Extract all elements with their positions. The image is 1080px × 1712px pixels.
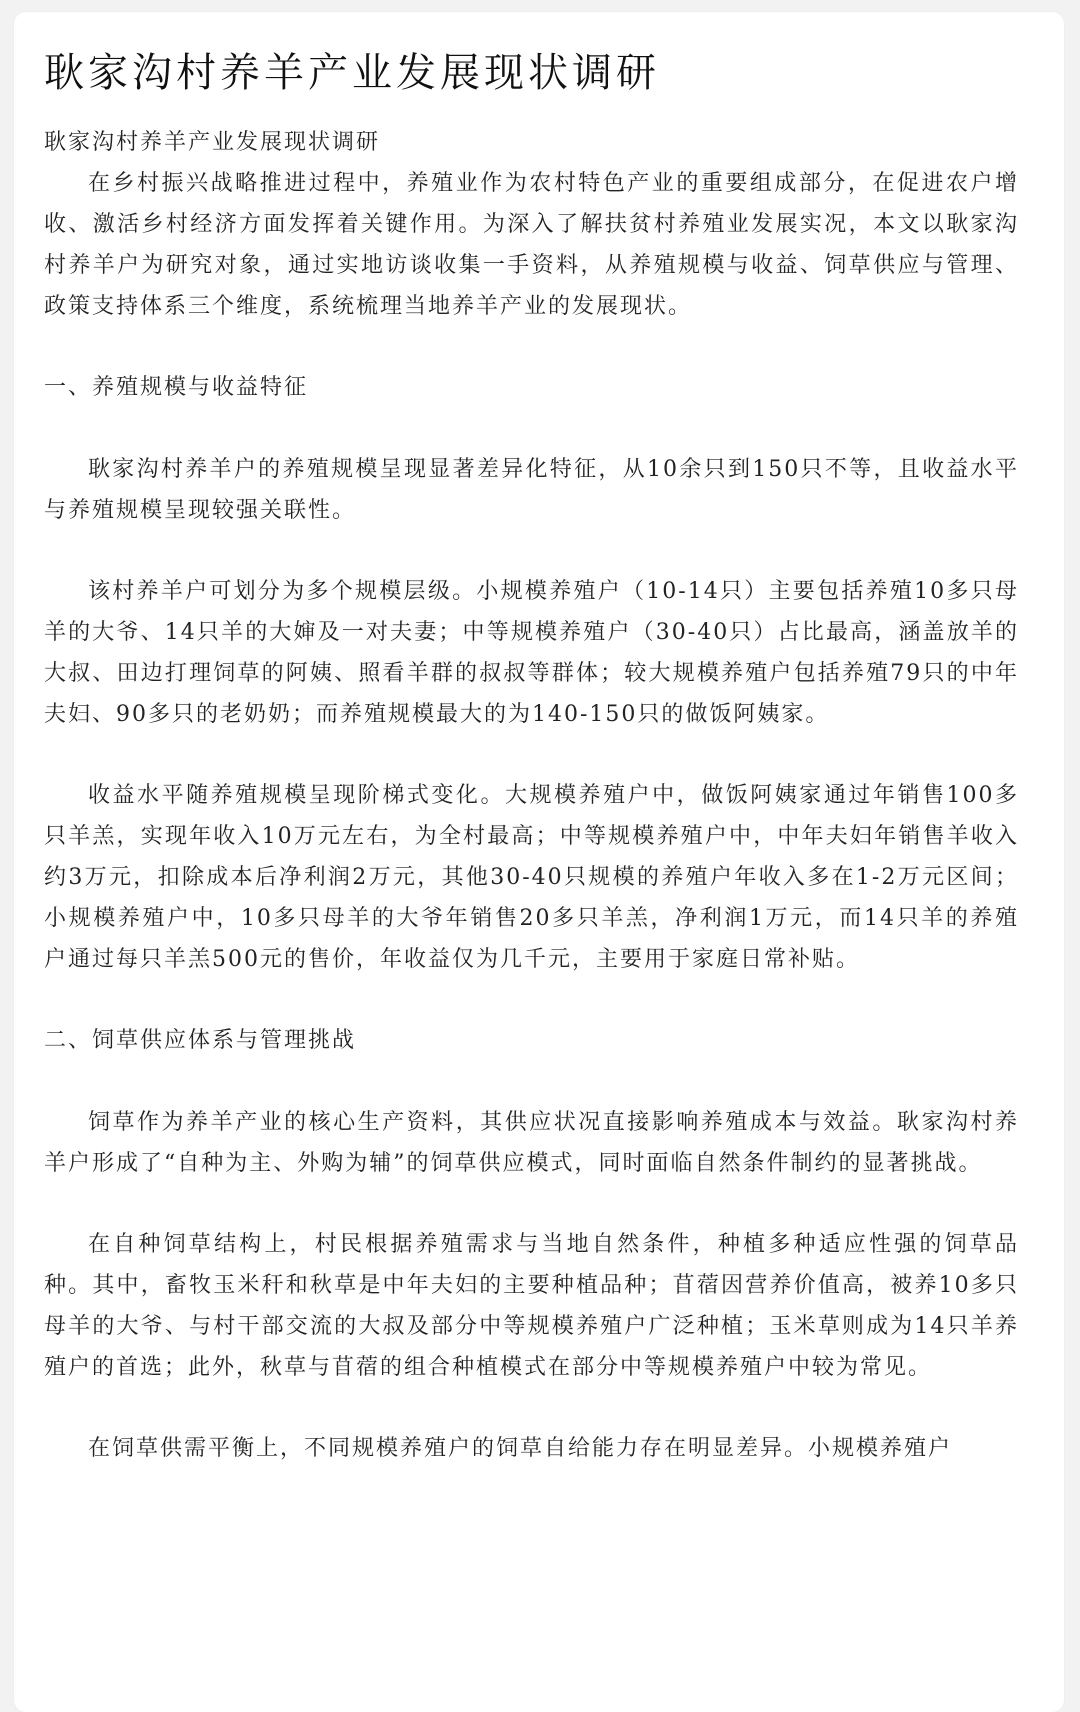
document-content — [44, 50, 1019, 1509]
section-1-paragraph-1: 耿家沟村养羊户的养殖规模呈现显著差异化特征，从10余只到150只不等，且收益水平与养殖规模呈现较强关联性。 — [44, 457, 1019, 523]
section-2-paragraph-1: 饲草作为养羊产业的核心生产资料，其供应状况直接影响养殖成本与效益。耿家沟村养羊户形成了“自种为主、外购为辅”的饲草供应模式，同时面临自然条件制约的显著挑战。 — [44, 1110, 1019, 1176]
section-2-paragraph-2: 在自种饲草结构上，村民根据养殖需求与当地自然条件，种植多种适应性强的饲草品种。其中，畜牧玉米秆和秋草是中年夫妇的主要种植品种；苜蓿因营养价值高，被养10多只母羊的大爷、与村干部交流的大叔及部分中等规模养殖户广泛种植；玉米草则成为14只羊养殖户的首选；此外，秋草与苜蓿的组合种植模式在部分中等规模养殖户中较为常见。 — [44, 1232, 1019, 1380]
section-1-paragraph-3: 收益水平随养殖规模呈现阶梯式变化。大规模养殖户中，做饭阿姨家通过年销售100多只羊羔，实现年收入10万元左右，为全村最高；中等规模养殖户中，中年夫妇年销售羊收入约3万元，扣除成本后净利润2万元，其他30-40只规模的养殖户年收入多在1-2万元区间；小规模养殖户中，10多只母羊的大爷年销售20多只羊羔，净利润1万元，而14只羊的养殖户通过每只羊羔500元的售价，年收益仅为几千元，主要用于家庭日常补贴。 — [44, 783, 1019, 972]
section-2-heading: 二、饲草供应体系与管理挑战 — [44, 1028, 357, 1053]
section-2-paragraph-3: 在饲草供需平衡上，不同规模养殖户的饲草自给能力存在明显差异。小规模养殖户 — [88, 1436, 953, 1461]
document-subtitle: 耿家沟村养羊产业发展现状调研 — [44, 130, 381, 155]
document-page — [14, 12, 1064, 1712]
section-1-heading: 一、养殖规模与收益特征 — [44, 375, 309, 400]
intro-paragraph: 在乡村振兴战略推进过程中，养殖业作为农村特色产业的重要组成部分，在促进农户增收、激活乡村经济方面发挥着关键作用。为深入了解扶贫村养殖业发展实况，本文以耿家沟村养羊户为研究对象，通过实地访谈收集一手资料，从养殖规模与收益、饲草供应与管理、政策支持体系三个维度，系统梳理当地养羊产业的发展现状。 — [44, 171, 1019, 319]
page-title: 耿家沟村养羊产业发展现状调研 — [44, 50, 660, 96]
section-1-paragraph-2: 该村养羊户可划分为多个规模层级。小规模养殖户（10-14只）主要包括养殖10多只母羊的大爷、14只羊的大婶及一对夫妻；中等规模养殖户（30-40只）占比最高，涵盖放羊的大叔、田边打理饲草的阿姨、照看羊群的叔叔等群体；较大规模养殖户包括养殖79只的中年夫妇、90多只的老奶奶；而养殖规模最大的为140-150只的做饭阿姨家。 — [44, 579, 1019, 727]
